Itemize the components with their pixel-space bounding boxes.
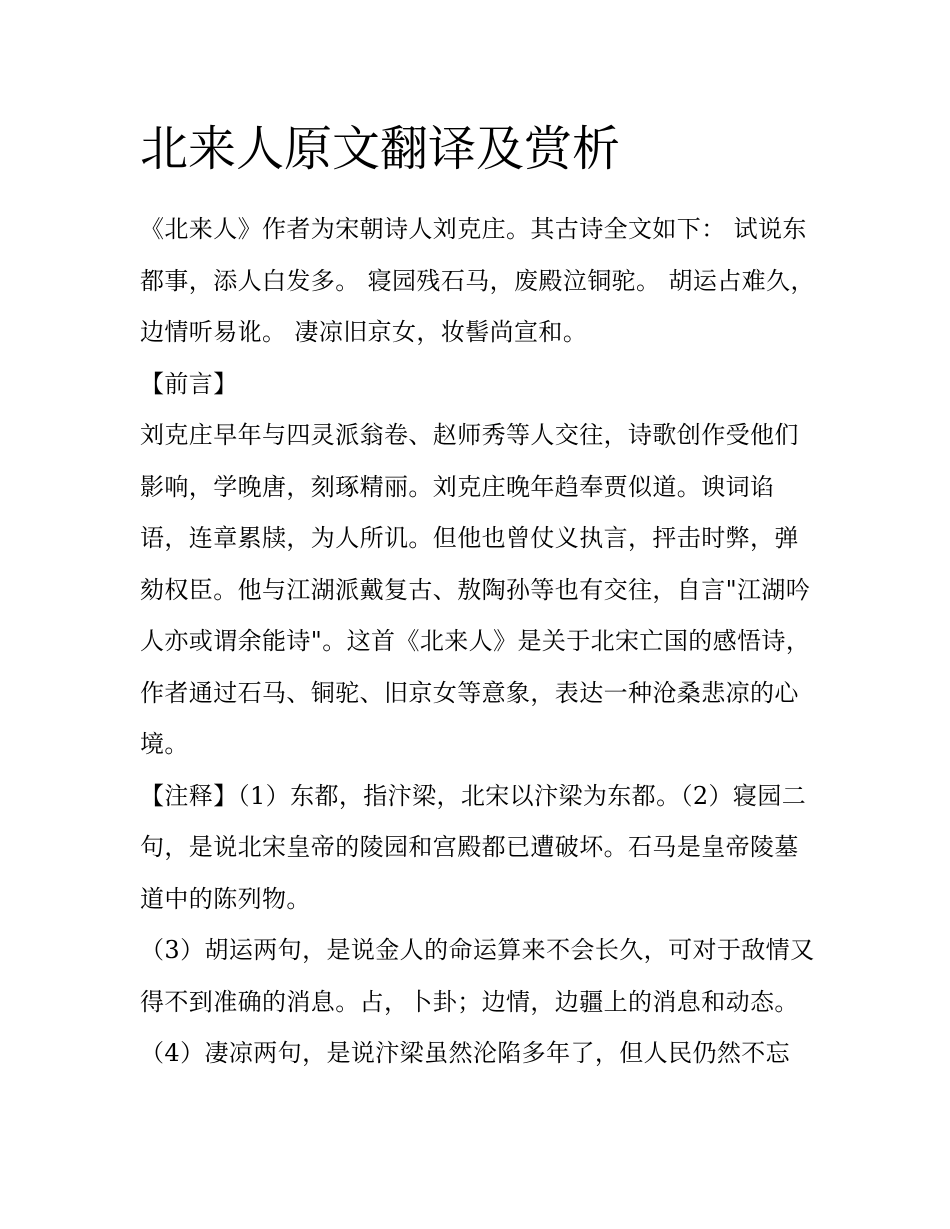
paragraph-intro-poem: 《北来人》作者为宋朝诗人刘克庄。其古诗全文如下： 试说东都事，添人白发多。 寝园残石马，废殿泣铜驼。 胡运占难久，边情听易讹。 凄凉旧京女，妆髻尚宣和。 xyxy=(140,215,815,346)
document-title: 北来人原文翻译及赏析 xyxy=(140,121,621,177)
paragraph-notes-1-2: 【注释】（1）东都，指汴梁，北宋以汴梁为东都。（2）寝园二句，是说北宋皇帝的陵园和宫殿都已遭破坏。石马是皇帝陵墓道中的陈列物。 xyxy=(140,781,807,913)
section-heading-preface: 【前言】 xyxy=(140,369,238,398)
paragraph-note-4: （4）凄凉两句，是说汴梁虽然沦陷多年了，但人民仍然不忘 xyxy=(140,1039,791,1067)
paragraph-preface: 刘克庄早年与四灵派翁卷、赵师秀等人交往，诗歌创作受他们影响，学晚唐，刻琢精丽。刘克庄晚年趋奉贾似道。谀词谄语，连章累牍，为人所讥。但他也曾仗义执言，抨击时弊，弹劾权臣。他与江湖派戴复古、敖陶孙等也有交往，自言"江湖吟人亦或谓余能诗"。这首《北来人》是关于北宋亡国的感悟诗，作者通过石马、铜驼、旧京女等意象，表达一种沧桑悲凉的心境。 xyxy=(140,421,811,758)
document-body xyxy=(140,118,820,1080)
paragraph-note-3: （3）胡运两句，是说金人的命运算来不会长久，可对于敌情又得不到准确的消息。占，卜卦；边情，边疆上的消息和动态。 xyxy=(140,936,815,1016)
